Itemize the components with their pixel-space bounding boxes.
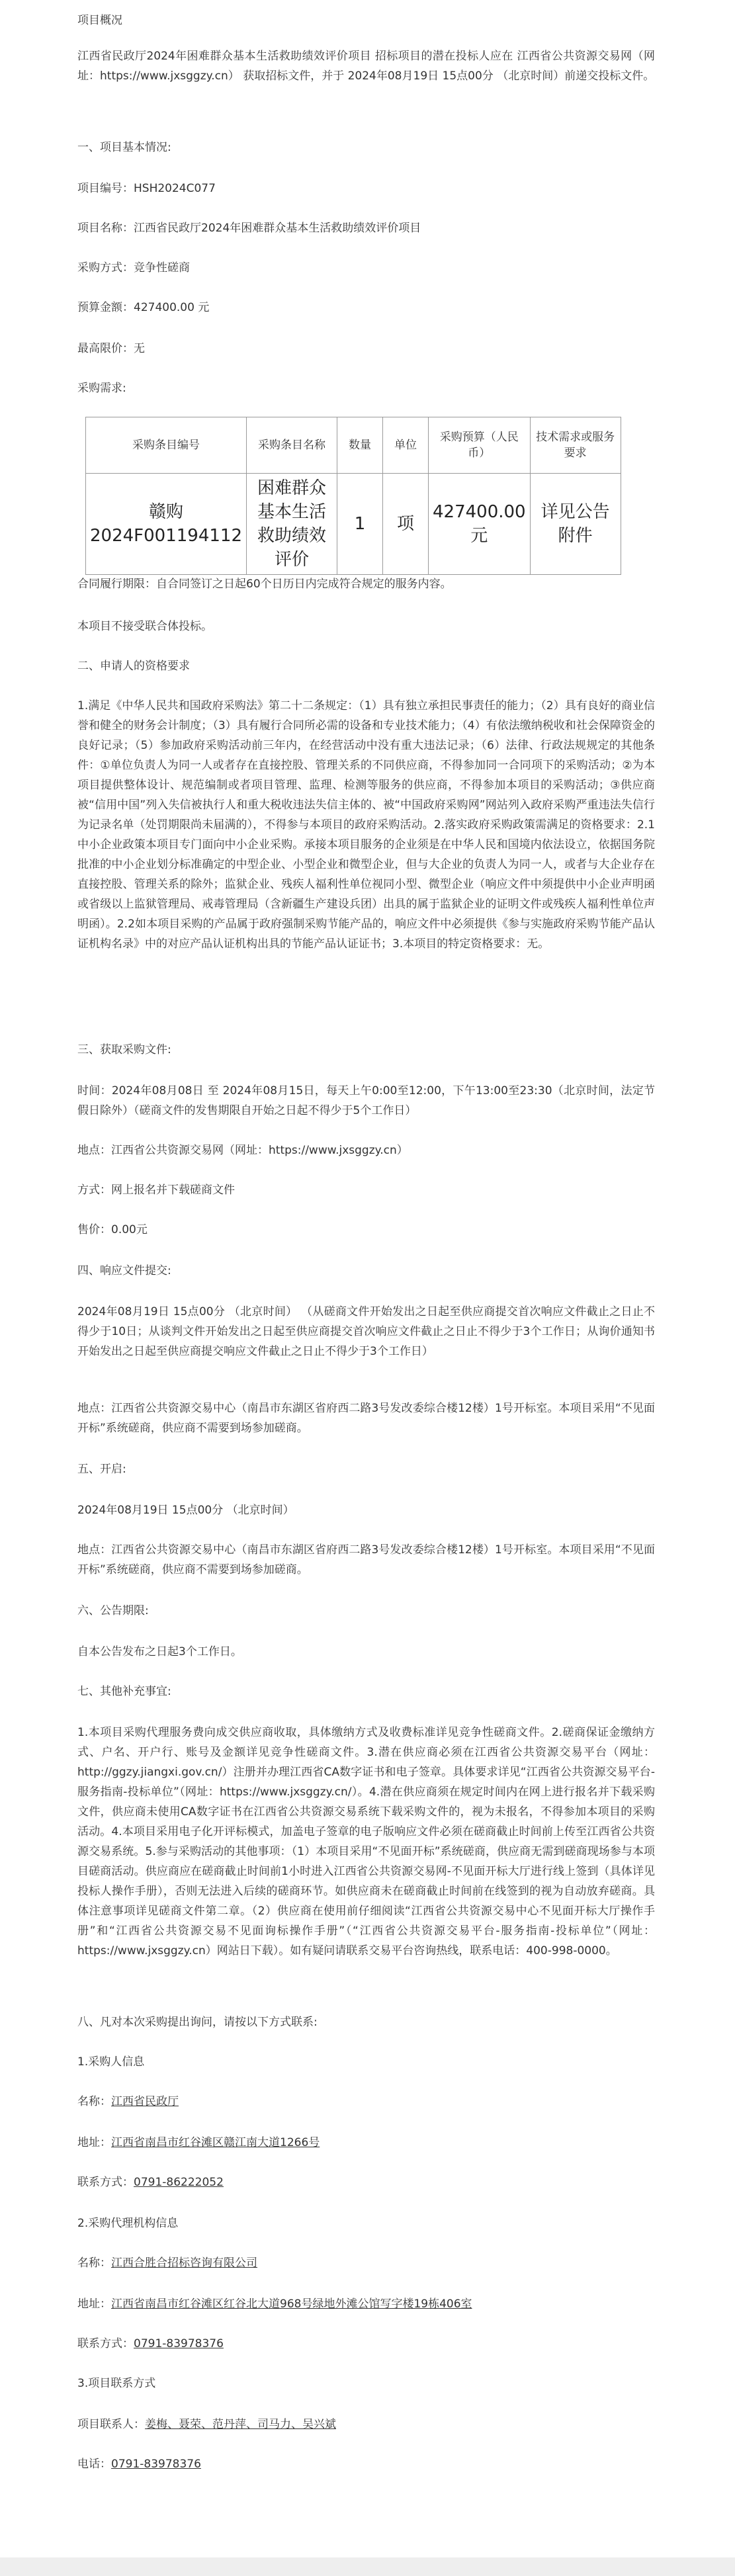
purchaser-phone-label: 联系方式： xyxy=(77,2176,134,2189)
opening-heading: 五、开启: xyxy=(77,1463,126,1476)
agency-name-label: 名称： xyxy=(77,2256,111,2270)
project-phone-label: 电话： xyxy=(77,2458,111,2471)
submit-time: 2024年08月19日 15点00分 （北京时间） （从磋商文件开始发出之日起至供应商提交首次响应文件截止之日止不得少于10日；从谈判文件开始发出之日起至供应商提交首次响应文件截止之日止不得少于3个工作日；从询价通知书开始发出之日起至供应商提交响应文件截止之日止不得少于3个工作日） xyxy=(77,1305,655,1358)
max-price: 最高限价：无 xyxy=(77,342,145,355)
table-header-row xyxy=(86,417,621,474)
table-header: 采购条目名称 xyxy=(247,417,337,474)
procurement-method: 采购方式：竞争性磋商 xyxy=(77,261,190,275)
opening-place: 地点：江西省公共资源交易中心（南昌市东湖区省府西二路3号发改委综合楼12楼）1号开标室。本项目采用“不见面开标”系统磋商，供应商不需要到场参加磋商。 xyxy=(77,1543,655,1576)
agency-phone-label: 联系方式： xyxy=(77,2337,134,2350)
project-contacts: 姜梅、聂荣、范丹萍、司马力、吴兴斌 xyxy=(145,2418,336,2431)
project-contact-title: 3.项目联系方式 xyxy=(77,2377,156,2390)
obtain-heading: 三、获取采购文件: xyxy=(77,1043,171,1056)
purchaser-address: 江西省南昌市红谷滩区赣江南大道1266号 xyxy=(111,2136,320,2149)
page-bottom-bar xyxy=(0,2557,735,2576)
basic-heading: 一、项目基本情况: xyxy=(77,141,171,154)
table-header: 单位 xyxy=(383,417,429,474)
procurement-table xyxy=(85,417,621,575)
obtain-way: 方式：网上报名并下载磋商文件 xyxy=(77,1183,235,1197)
submit-place: 地点：江西省公共资源交易中心（南昌市东湖区省府西二路3号发改委综合楼12楼）1号开标室。本项目采用“不见面开标”系统磋商，供应商不需要到场参加磋商。 xyxy=(77,1402,655,1435)
table-header: 技术需求或服务要求 xyxy=(530,417,621,474)
overview-title: 项目概况 xyxy=(77,14,122,27)
procurement-needs-label: 采购需求: xyxy=(77,382,126,395)
agency-name: 江西合胜合招标咨询有限公司 xyxy=(111,2256,257,2270)
announce-text: 自本公告发布之日起3个工作日。 xyxy=(77,1645,242,1658)
obtain-place: 地点：江西省公共资源交易网（网址：https://www.jxsggzy.cn） xyxy=(77,1144,408,1157)
project-number: 项目编号：HSH2024C077 xyxy=(77,182,216,195)
announce-heading: 六、公告期限: xyxy=(77,1604,149,1617)
other-heading: 七、其他补充事宜: xyxy=(77,1685,171,1698)
purchaser-name-line xyxy=(77,2092,655,2112)
purchaser-phone-line xyxy=(77,2172,655,2192)
contract-period: 合同履行期限：自合同签订之日起60个日历日内完成符合规定的服务内容。 xyxy=(77,578,452,591)
table-cell-item-number: 赣购2024F001194112 xyxy=(86,474,247,575)
qualification-heading: 二、申请人的资格要求 xyxy=(77,660,190,673)
purchaser-name: 江西省民政厅 xyxy=(111,2095,179,2108)
obtain-price: 售价：0.00元 xyxy=(77,1223,148,1236)
agency-address-label: 地址： xyxy=(77,2297,111,2311)
project-phone: 0791-83978376 xyxy=(111,2458,201,2471)
obtain-time: 时间：2024年08月08日 至 2024年08月15日，每天上午0:00至12:00，下午13:00至23:30（北京时间，法定节假日除外）（磋商文件的发售期限自开始之日起不得少于5个工作日） xyxy=(77,1084,655,1117)
project-phone-line xyxy=(77,2454,655,2474)
table-header: 数量 xyxy=(337,417,383,474)
agency-phone-line xyxy=(77,2334,655,2354)
table-row xyxy=(86,474,621,575)
table-header: 采购条目编号 xyxy=(86,417,247,474)
agency-address: 江西省南昌市红谷滩区红谷北大道968号绿地外滩公馆写字楼19栋406室 xyxy=(111,2297,472,2311)
overview-text: 江西省民政厅2024年困难群众基本生活救助绩效评价项目 招标项目的潜在投标人应在 江西省公共资源交易网（网址：https://www.jxsggzy.cn） 获取招标文件，并于 2024年08月19日 15点00分 （北京时间）前递交投标文件。 xyxy=(77,50,655,83)
table-cell-requirements: 详见公告附件 xyxy=(530,474,621,575)
project-name: 项目名称：江西省民政厅2024年困难群众基本生活救助绩效评价项目 xyxy=(77,222,421,235)
opening-time: 2024年08月19日 15点00分 （北京时间） xyxy=(77,1504,294,1517)
table-header: 采购预算（人民币） xyxy=(429,417,531,474)
purchaser-name-label: 名称： xyxy=(77,2095,111,2108)
other-text: 1.本项目采购代理服务费向成交供应商收取，具体缴纳方式及收费标准详见竞争性磋商文件。2.磋商保证金缴纳方式、户名、开户行、账号及金额详见竞争性磋商文件。3.潜在供应商必须在江西省公共资源交易平台（网址：http://ggzy.jiangxi.gov.cn/）注册并办理江西省CA数字证书和电子签章。具体要求详见“江西省公共资源交易平台-服务指南-投标单位”（网址：https://www.jxsggzy.cn/）。4.潜在供应商须在规定时间内在网上进行报名并下载采购文件，供应商未使用CA数字证书在江西省公共资源交易系统下载采购文件的，视为未报名，不得参加本项目的采购活动。4.本项目采用电子化开评标模式，加盖电子签章的电子版响应文件必须在磋商截止时间前上传至江西省公共资源交易系统。5.参与采购活动的其他事项：（1）本项目采用“不见面开标”系统磋商，供应商无需到磋商现场参与本项目磋商活动。供应商应在磋商截止时间前1小时进入江西省公共资源交易网-不见面开标大厅进行线上签到（具体详见投标人操作手册），否则无法进入后续的磋商环节。如供应商未在磋商截止时间前在线签到的视为自动放弃磋商。具体注意事项详见磋商文件第二章。（2）供应商在使用前仔细阅读“江西省公共资源交易中心不见面开标大厅操作手册”和“江西省公共资源交易不见面询标操作手册”（“江西省公共资源交易平台-服务指南-投标单位”（网址：https://www.jxsggzy.cn）网站日下载）。如有疑问请联系交易平台咨询热线，联系电话：400-998-0000。 xyxy=(77,1726,655,1957)
table-cell-item-name: 困难群众基本生活救助绩效评价 xyxy=(247,474,337,575)
table-cell-budget: 427400.00元 xyxy=(429,474,531,575)
qualification-text: 1.满足《中华人民共和国政府采购法》第二十二条规定：（1）具有独立承担民事责任的能力；（2）具有良好的商业信誉和健全的财务会计制度；（3）具有履行合同所必需的设备和专业技术能力；（4）有依法缴纳税收和社会保障资金的良好记录；（5）参加政府采购活动前三年内，在经营活动中没有重大违法记录；（6）法律、行政法规规定的其他条件：①单位负责人为同一人或者存在直接控股、管理关系的不同供应商，不得参加同一合同项下的采购活动；②为本项目提供整体设计、规范编制或者项目管理、监理、检测等服务的供应商，不得参加本项目的采购活动；③供应商被“信用中国”列入失信被执行人和重大税收违法失信主体的、被“中国政府采购网”网站列入政府采购严重违法失信行为记录名单（处罚期限尚未届满的），不得参与本项目的政府采购活动。2.落实政府采购政策需满足的资格要求：2.1中小企业政策本项目专门面向中小企业采购。承接本项目服务的企业须是在中华人民和国境内依法设立，依据国务院批准的中小企业划分标准确定的中型企业、小型企业和微型企业，但与大企业的负责人为同一人，或者与大企业存在直接控股、管理关系的除外；监狱企业、残疾人福利性单位视同小型、微型企业（响应文件中须提供中小企业声明函或省级以上监狱管理局、戒毒管理局（含新疆生产建设兵团）出具的属于监狱企业的证明文件或残疾人福利性单位声明函）。2.2如本项目采购的产品属于政府强制采购节能产品的，响应文件中必须提供《参与实施政府采购节能产品认证机构名录》中的对应产品认证机构出具的节能产品认证证书；3.本项目的特定资格要求：无。 xyxy=(77,699,655,951)
budget-amount: 预算金额：427400.00 元 xyxy=(77,301,210,314)
project-contacts-label: 项目联系人： xyxy=(77,2418,145,2431)
no-consortium: 本项目不接受联合体投标。 xyxy=(77,620,212,633)
agency-phone: 0791-83978376 xyxy=(134,2337,224,2350)
submit-heading: 四、响应文件提交: xyxy=(77,1264,171,1277)
agency-title: 2.采购代理机构信息 xyxy=(77,2217,179,2230)
agency-name-line xyxy=(77,2253,655,2273)
table-cell-quantity: 1 xyxy=(337,474,383,575)
agency-address-line xyxy=(77,2294,655,2314)
purchaser-address-label: 地址： xyxy=(77,2136,111,2149)
contact-heading: 八、凡对本次采购提出询问，请按以下方式联系: xyxy=(77,2016,318,2029)
purchaser-phone: 0791-86222052 xyxy=(134,2176,224,2189)
project-contacts-line xyxy=(77,2415,655,2434)
purchaser-title: 1.采购人信息 xyxy=(77,2055,145,2069)
purchaser-address-line xyxy=(77,2133,655,2153)
table-cell-unit: 项 xyxy=(383,474,429,575)
